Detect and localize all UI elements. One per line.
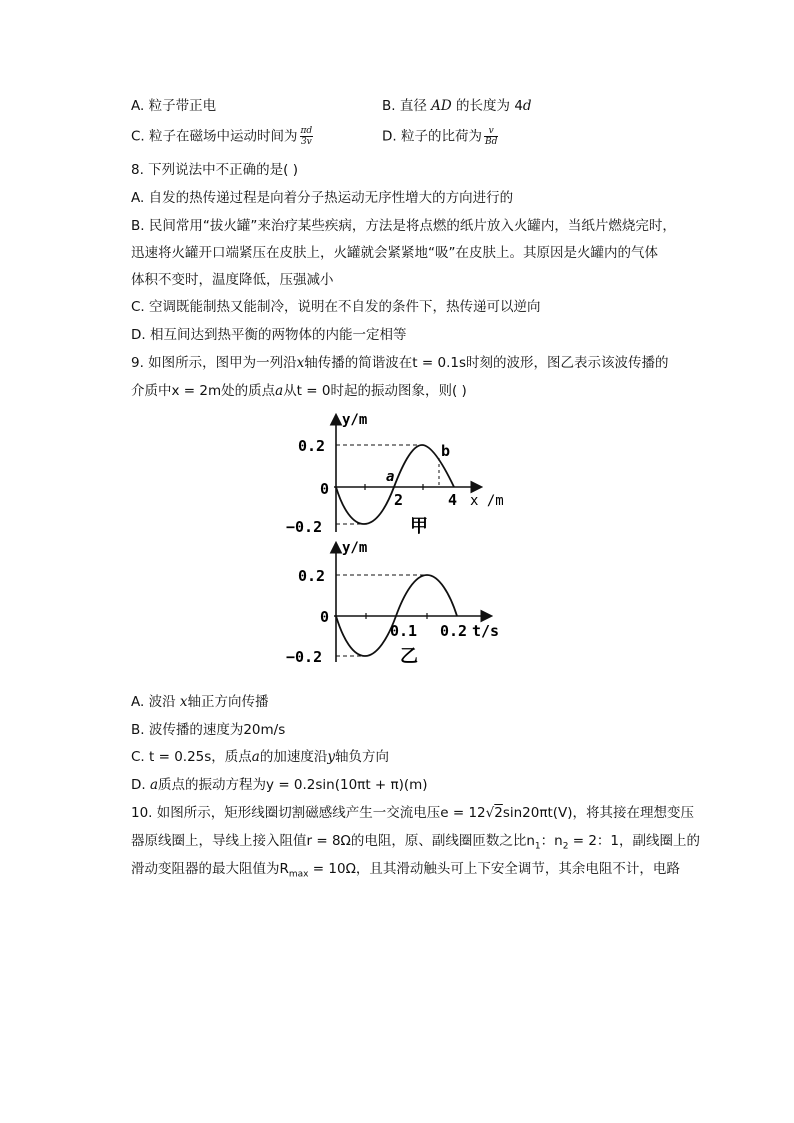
q9-stem1-b: 轴传播的简谐波在t = 0.1s时刻的波形，图乙表示该波传播的 xyxy=(304,355,669,371)
jia-caption: 甲 xyxy=(410,516,428,537)
jia-tick-bottom: −0.2 xyxy=(286,518,323,536)
jia-x-tick-4: 4 xyxy=(448,491,458,509)
wave-graph-jia xyxy=(280,408,520,540)
q10-line2-sub2: 2 xyxy=(562,841,569,852)
q7-option-d-fraction xyxy=(484,126,498,147)
q9-stem-line2 xyxy=(131,381,467,401)
q10-line3 xyxy=(131,859,680,885)
q9-d-post: 质点的振动方程为y = 0.2sin(10πt + π)(m) xyxy=(158,777,428,793)
q9-stem1-a: 9. 如图所示，图甲为一列沿 xyxy=(131,355,297,371)
q10-line1: 10. 如图所示，矩形线圈切割磁感线产生一交流电压e = 12√2sin20πt(V)，将其接在理想变压 xyxy=(131,805,695,821)
q9-a-post: 轴正方向传播 xyxy=(187,694,269,710)
q10-line1-b: sin20πt(V)，将其接在理想变压 xyxy=(502,805,695,821)
yi-t-tick-1: 0.1 xyxy=(390,622,418,640)
q7-option-c-pre: C. 粒子在磁场中运动时间为 xyxy=(131,128,298,145)
q9-stem2-var: a xyxy=(275,383,284,399)
q10-line3-b: = 10Ω，且其滑动触头可上下安全调节，其余电阻不计，电路 xyxy=(308,861,680,877)
q9-stem2-b: 从t = 0时起的振动图象，则( ) xyxy=(283,383,467,399)
q7-option-b-var2: d xyxy=(522,98,532,114)
q9-c-pre: C. t = 0.25s，质点 xyxy=(131,749,252,765)
q8-stem: 8. 下列说法中不正确的是( ) xyxy=(131,162,298,178)
q9-a-var: x xyxy=(179,694,188,710)
q10-line2-b: ：n xyxy=(540,833,563,849)
q9-c-mid: 的加速度沿 xyxy=(259,749,328,765)
q10-line3-a: 滑动变阻器的最大阻值为R xyxy=(131,861,289,877)
q7-option-a: A. 粒子带正电 xyxy=(131,98,217,114)
q7-option-c-fraction xyxy=(300,126,314,147)
q9-option-c xyxy=(131,747,389,767)
q8-option-b-line1: B. 民间常用“拔火罐”来治疗某些疾病，方法是将点燃的纸片放入火罐内，当纸片燃烧完时， xyxy=(131,218,676,234)
q8-option-b-line2: 迅速将火罐开口端紧压在皮肤上，火罐就会紧紧地“吸”在皮肤上。其原因是火罐内的气体 xyxy=(131,245,658,261)
q7-option-d-den: Bd xyxy=(484,137,498,147)
yi-tick-top: 0.2 xyxy=(298,567,326,585)
q7-option-d-num: v xyxy=(484,126,498,137)
yi-t-label: t/s xyxy=(472,622,500,640)
jia-wave-curve xyxy=(336,445,454,524)
jia-tick-zero: 0 xyxy=(320,480,330,498)
q9-c-var2: y xyxy=(327,749,335,765)
yi-tick-zero: 0 xyxy=(320,608,330,626)
yi-y-label: y/m xyxy=(342,540,368,556)
q10-line1-sqrt: 2 xyxy=(494,805,503,821)
jia-tick-top: 0.2 xyxy=(298,437,326,455)
jia-x-tick-2: 2 xyxy=(394,491,404,509)
q7-option-b-pre: B. 直径 xyxy=(382,98,427,114)
q10-line2-c: = 2：1，副线圈上的 xyxy=(568,833,701,849)
yi-t-tick-2: 0.2 xyxy=(440,622,468,640)
yi-tick-bottom: −0.2 xyxy=(286,648,323,666)
q7-option-b xyxy=(382,96,532,116)
jia-x-label: x /m xyxy=(470,493,504,509)
q7-option-d xyxy=(382,126,498,147)
q7-option-c-den: 3v xyxy=(300,137,312,147)
q9-d-var: a xyxy=(149,777,159,793)
q9-stem-line1 xyxy=(131,353,669,373)
jia-y-label: y/m xyxy=(342,412,368,428)
q8-option-b-line3: 体积不变时，温度降低，压强减小 xyxy=(131,272,334,288)
q9-c-post: 轴负方向 xyxy=(335,749,389,765)
q10-line2-a: 器原线圈上，导线上接入阻值r = 8Ω的电阻，原、副线圈匝数之比n xyxy=(131,833,535,849)
q8-option-a: A. 自发的热传递过程是向着分子热运动无序性增大的方向进行的 xyxy=(131,190,514,206)
q9-a-pre: A. 波沿 xyxy=(131,694,176,710)
q7-option-b-post: 的长度为 4 xyxy=(451,98,523,114)
q9-stem2-a: 介质中x = 2m处的质点 xyxy=(131,383,276,399)
q9-option-d: D. a质点的振动方程为y = 0.2sin(10πt + π)(m) xyxy=(131,777,428,793)
q10-line2-sub1: 1 xyxy=(534,841,541,852)
q7-option-c-num: πd xyxy=(300,126,313,136)
q10-line2 xyxy=(131,831,700,857)
jia-point-b: b xyxy=(441,442,451,460)
q7-option-b-var: AD xyxy=(431,98,452,114)
q7-option-d-pre: D. 粒子的比荷为 xyxy=(382,128,482,145)
q10-line3-sub: max xyxy=(288,869,309,880)
yi-caption: 乙 xyxy=(400,646,418,667)
q9-stem1-x: x xyxy=(296,355,305,371)
q9-option-a xyxy=(131,692,269,712)
q10-line1-a: 10. 如图所示，矩形线圈切割磁感线产生一交流电压e = 12 xyxy=(131,805,486,821)
q8-option-c: C. 空调既能制热又能制冷，说明在不自发的条件下，热传递可以逆向 xyxy=(131,299,541,315)
vibration-graph-yi xyxy=(280,538,520,670)
jia-point-a: a xyxy=(386,469,395,485)
q9-option-b: B. 波传播的速度为20m/s xyxy=(131,722,286,738)
q8-option-d: D. 相互间达到热平衡的两物体的内能一定相等 xyxy=(131,327,407,343)
q9-c-var: a xyxy=(251,749,260,765)
q7-option-c xyxy=(131,126,313,147)
